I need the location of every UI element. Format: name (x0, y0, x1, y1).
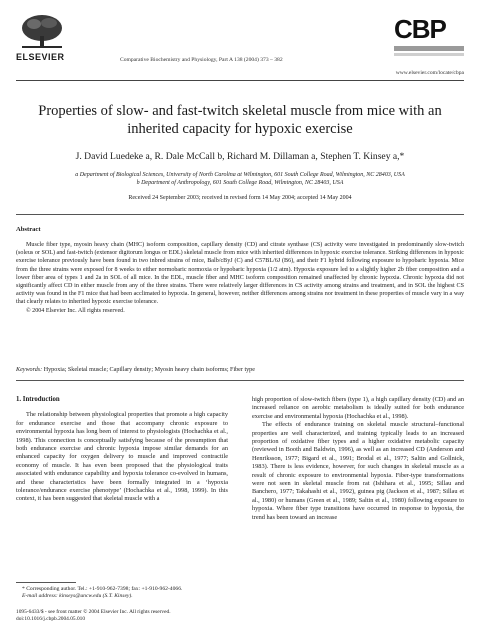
logo-bar-secondary (394, 53, 464, 56)
journal-abbrev: CBP (394, 14, 446, 44)
footnote (16, 586, 228, 601)
intro-paragraph-continued: high proportion of slow-twitch fibers (type 1), a high capillary density (CD) and an increased reliance on aerobic metabolism is ideally suited for both endurance exercise and environmental hypoxia (Hochachka et al., 1998). (252, 396, 464, 420)
abstract-text: Muscle fiber type, myosin heavy chain (MHC) isoform composition, capillary density (CD) and citrate synthase (CS) activity were investigated in predominantly slow-twitch (soleus or SOL) and fast-twitch (extensor digitorum longus or EDL) skeletal muscle from mice with inherited differences in hypoxic exercise tolerance. Striking differences in hypoxic exercise tolerance previously have been found in two inbred strains of mice, Balb/cByJ (C) and C57BL/6J (B6), and their F1 hybrid following exposure to hypobaric hypoxia. Mice from the three strains were exposed for 8 weeks to either normobaric normoxia or hypobaric hypoxia (1/2 atm). Hypoxia exposure led to a slightly higher 2b fiber composition and a lower fiber area of types 1 and 2a in SOL of all mice. In the EDL, muscle fiber and MHC isoform composition remained unaffected by chronic hypoxia. Chronic hypoxia did not significantly affect CD in either muscle from any of the three strains. There were relatively larger differences in CS activity among strains and treatment, and in SOL the highest CS activity was found in the F1 mice that had been acclimated to hypoxia. In general, however, neither differences among strains nor treatment in these properties of muscle vary in a way that clearly relates to inherited hypoxic exercise tolerance. (16, 242, 464, 306)
publisher-name: ELSEVIER (16, 52, 65, 62)
section-heading: 1. Introduction (16, 396, 60, 403)
footnote-divider (16, 582, 76, 583)
doi-line[interactable]: doi:10.1016/j.cbpb.2004.05.010 (16, 616, 86, 623)
abstract-copyright: © 2004 Elsevier Inc. All rights reserved. (26, 307, 125, 314)
issn-line: 1095-6433/$ - see front matter © 2004 Elsevier Inc. All rights reserved. (16, 609, 171, 615)
received-dates: Received 24 September 2003; received in revised form 14 May 2004; accepted 14 May 2004 (128, 195, 352, 201)
article-title: Properties of slow- and fast-twitch skeletal muscle from mice with an inherited capacity for hypoxic exercise (38, 103, 442, 137)
keywords-label: Keywords: (16, 367, 43, 373)
logo-bar (394, 46, 464, 51)
author-list: J. David Luedeke a, R. Dale McCall b, Richard M. Dillaman a, Stephen T. Kinsey a,* (75, 151, 405, 162)
keywords-text: Hypoxia; Skeletal muscle; Capillary density; Myosin heavy chain isoforms; Fiber type (43, 367, 255, 373)
affiliations (20, 171, 460, 187)
intro-paragraph-2: The effects of endurance training on skeletal muscle structural–functional properties are well characterized, and training typically leads to an increased proportion of oxidative fiber types and a higher oxidative metabolic capacity (reviewed in Booth and Baldwin, 1996), as well as an increased CD (Anderson and Henriksson, 1977; Bigard et al., 1991; Brodal et al., 1977; Saltin and Gollnick, 1983). There is less evidence, however, for such changes in skeletal muscle as a result of chronic exposure to environmental hypoxia. Fiber-type transformations were not seen in skeletal muscle from rat (Ishihara et al., 1995; Sillau and Banchero, 1977; Takahashi et al., 1992), guinea pig (Jackson et al., 1987; Sillau et al., 1980) or humans (Green et al., 1989; Saltin et al., 1980) following exposure to hypoxia. Where fiber type transitions have occurred in response to hypoxia, the trend has been toward an increase (252, 421, 464, 521)
body-column-right (252, 396, 464, 522)
corresponding-author: * Corresponding author. Tel.: +1-910-962-7398; fax: +1-910-962-4066. (22, 586, 183, 592)
header-divider (16, 80, 464, 81)
publisher-logo (16, 12, 68, 62)
issn-doi (16, 609, 256, 623)
body-column-left (16, 396, 228, 504)
abstract-heading: Abstract (16, 226, 41, 233)
affiliation-a: a Department of Biological Sciences, University of North Carolina at Wilmington, 601 South College Road, Wilmington, NC 28403, USA (75, 172, 405, 178)
abstract-body (16, 241, 464, 315)
journal-citation: Comparative Biochemistry and Physiology, Part A 138 (2004) 373 – 382 (120, 57, 283, 63)
journal-url[interactable]: www.elsevier.com/locate/cbpa (395, 70, 464, 76)
affiliation-b: b Department of Anthropology, 601 South College Road, Wilmington, NC 28403, USA (136, 180, 344, 186)
keywords-line (16, 367, 464, 373)
tree-icon (16, 12, 68, 50)
intro-paragraph-1: The relationship between physiological properties that promote a high capacity for endurance exercise and those that accompany chronic exposure to environmental hypoxia has long been of interest to physiologists (Hochachka et al., 1998). This connection is conceptually satisfying because of the presumption that both endurance exercise and chronic hypoxia impose similar demands for an enhanced capacity for oxygen delivery to muscle and improved contractile economy of muscle. It has even been proposed that the physiological traits associated with endurance capability and hypoxia tolerance co-evolved in humans, and these characteristics have been formally integrated in a ‘hypoxia tolerance/endurance exercise phenotype’ (Hochachka et al., 1998, 1999). In this context, it has been suggested that skeletal muscle with a (16, 411, 228, 503)
author-email[interactable]: E-mail address: kinseys@uncw.edu (S.T. Kinsey). (22, 593, 133, 600)
journal-logo (394, 14, 464, 60)
abstract-divider-bottom (16, 380, 464, 381)
abstract-divider-top (16, 214, 464, 215)
